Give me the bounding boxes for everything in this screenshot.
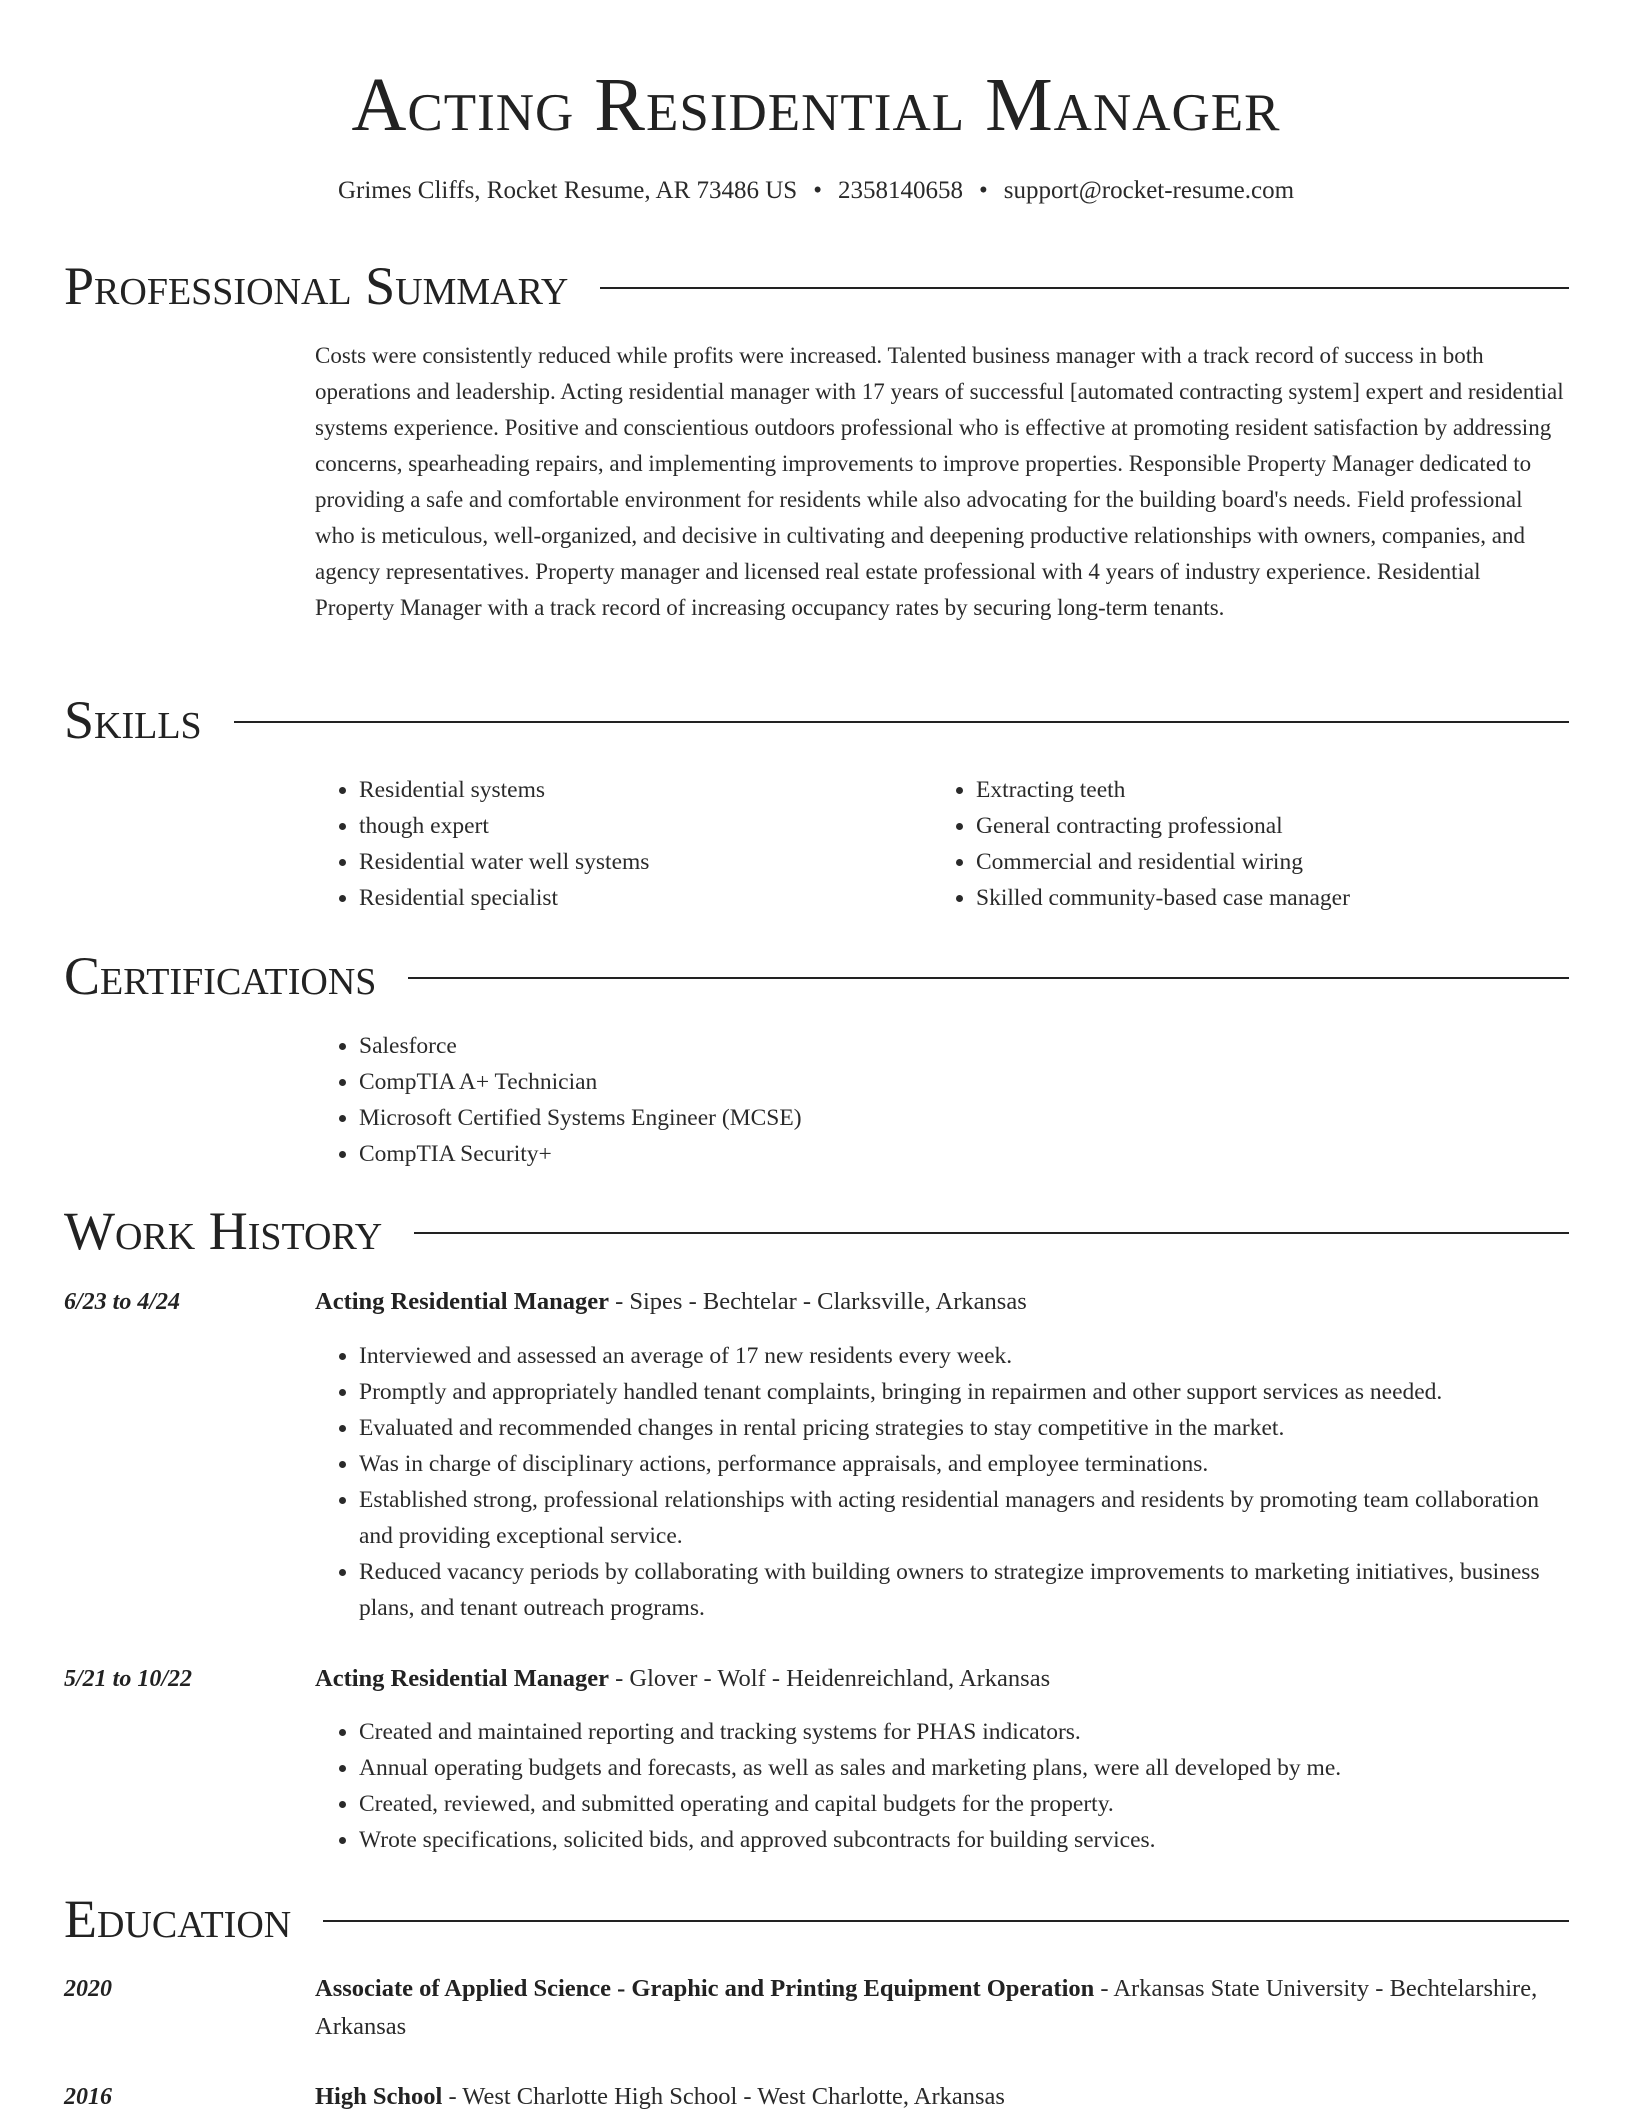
- work-history-title: Work History: [64, 1201, 383, 1261]
- skill-item: • Skilled community-based case manager: [976, 880, 1532, 916]
- resume-name: Acting Residential Manager: [351, 63, 1281, 147]
- contact-phone: 2358140658: [837, 177, 963, 204]
- education-year: 2020: [64, 1976, 112, 2002]
- job-dates: 6/23 to 4/24: [64, 1289, 181, 1315]
- certification-item: • CompTIA Security+: [359, 1136, 1315, 1172]
- skill-item: • Extracting teeth: [976, 772, 1532, 808]
- job-bullet: • Evaluated and recommended changes in rental pricing strategies to stay competitive in the market.: [359, 1410, 1565, 1446]
- job-bullets: [315, 1338, 1565, 1626]
- certifications-heading: [64, 944, 1569, 1008]
- skill-item: • Residential water well systems: [359, 844, 915, 880]
- education-year: 2016: [64, 2084, 112, 2110]
- certification-item: • Microsoft Certified Systems Engineer (MCSE): [359, 1100, 1315, 1136]
- skill-item: • though expert: [359, 808, 915, 844]
- certifications-title: Certifications: [64, 946, 377, 1006]
- job-bullet: • Annual operating budgets and forecasts, as well as sales and marketing plans, were all developed by me.: [359, 1750, 1565, 1786]
- education-entry: [315, 2078, 1565, 2116]
- job-bullet: • Promptly and appropriately handled tenant complaints, bringing in repairmen and other support services as needed.: [359, 1374, 1565, 1410]
- summary-title: Professional Summary: [64, 256, 569, 316]
- certification-item: • Salesforce: [359, 1028, 1315, 1064]
- work-history-heading: [64, 1199, 1569, 1263]
- job-bullet: • Was in charge of disciplinary actions, performance appraisals, and employee terminations.: [359, 1446, 1565, 1482]
- job-dates: 5/21 to 10/22: [64, 1666, 193, 1692]
- job-bullet: • Established strong, professional relationships with acting residential managers and residents by promoting team collaboration and providing exceptional service.: [359, 1482, 1565, 1554]
- job-title: Acting Residential Manager: [315, 1665, 609, 1692]
- education-title: Education: [64, 1889, 292, 1949]
- job-company: - Sipes - Bechtelar - Clarksville, Arkansas: [608, 1288, 1027, 1315]
- education-school: - Arkansas State University - Bechtelarshire, Arkansas: [315, 1975, 1538, 2040]
- section-divider: [414, 1232, 1569, 1234]
- section-divider: [323, 1920, 1569, 1922]
- job-title-line: [315, 1283, 1565, 1321]
- job-bullet: • Reduced vacancy periods by collaborating with building owners to strategize improvements to marketing initiatives, business plans, and tenant outreach programs.: [359, 1554, 1565, 1626]
- education-school: - West Charlotte High School - West Charlotte, Arkansas: [442, 2083, 1005, 2110]
- certifications-list: [315, 1028, 1315, 1172]
- skills-list-left: [315, 772, 915, 916]
- job-bullet: • Wrote specifications, solicited bids, and approved subcontracts for building services.: [359, 1822, 1565, 1858]
- skill-item: • Commercial and residential wiring: [976, 844, 1532, 880]
- education-entry: [315, 1970, 1565, 2046]
- education-heading: [64, 1887, 1569, 1951]
- education-degree: High School: [315, 2083, 443, 2110]
- section-divider: [600, 287, 1569, 289]
- section-divider: [408, 977, 1569, 979]
- contact-address: Grimes Cliffs, Rocket Resume, AR 73486 US: [337, 177, 798, 204]
- summary-heading: [64, 254, 1569, 318]
- skills-title: Skills: [64, 690, 202, 750]
- skill-item: • Residential specialist: [359, 880, 915, 916]
- job-company: - Glover - Wolf - Heidenreichland, Arkansas: [608, 1665, 1051, 1692]
- contact-separator: •: [978, 177, 988, 204]
- contact-email: support@rocket-resume.com: [1003, 177, 1295, 204]
- section-divider: [234, 721, 1569, 723]
- education-degree: Associate of Applied Science - Graphic and Printing Equipment Operation: [315, 1975, 1095, 2002]
- skills-list-right: [932, 772, 1532, 916]
- summary-text: Costs were consistently reduced while profits were increased. Talented business manager with a track record of success in both operations and leadership. Acting residential manager with 17 years of successful [automated contracting system] expert and residential systems experience. Positive and conscientious outdoors professional who is effective at promoting resident satisfaction by addressing concerns, spearheading repairs, and implementing improvements to improve properties. Responsible Property Manager dedicated to providing a safe and comfortable environment for residents while also advocating for the building board's needs. Field professional who is meticulous, well-organized, and decisive in cultivating and deepening productive relationships with owners, companies, and agency representatives. Property manager and licensed real estate professional with 4 years of industry experience. Residential Property Manager with a track record of increasing occupancy rates by securing long-term tenants.: [315, 343, 1564, 620]
- job-bullet: • Created, reviewed, and submitted operating and capital budgets for the property.: [359, 1786, 1565, 1822]
- job-title: Acting Residential Manager: [315, 1288, 609, 1315]
- job-bullets: [315, 1714, 1565, 1858]
- job-bullet: • Interviewed and assessed an average of 17 new residents every week.: [359, 1338, 1565, 1374]
- contact-separator: •: [813, 177, 822, 204]
- contact-line: [64, 174, 1568, 208]
- skills-heading: [64, 688, 1569, 752]
- job-bullet: • Created and maintained reporting and tracking systems for PHAS indicators.: [359, 1714, 1565, 1750]
- skill-item: • General contracting professional: [976, 808, 1532, 844]
- job-title-line: [315, 1660, 1565, 1698]
- skill-item: • Residential systems: [359, 772, 915, 808]
- certification-item: • CompTIA A+ Technician: [359, 1064, 1315, 1100]
